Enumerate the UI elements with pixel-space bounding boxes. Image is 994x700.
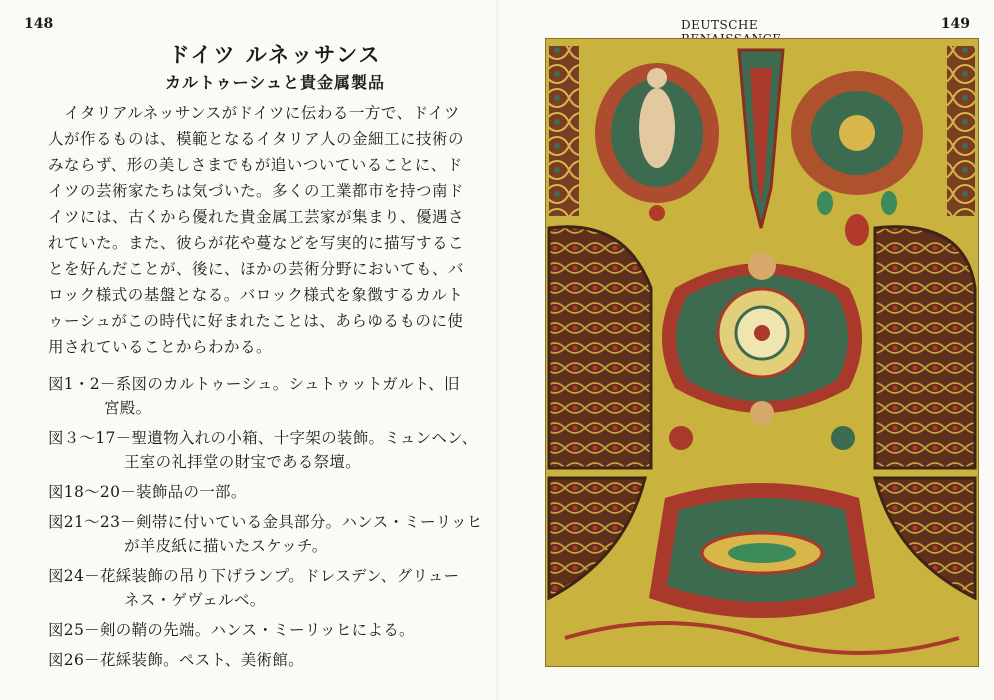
arch-panel-ornament [875,227,975,468]
caption-item [48,648,488,672]
caption-line: 図21～23－剣帯に付いている金具部分。ハンス・ミーリッヒ [48,513,483,531]
figure-captions [48,372,488,672]
page-title: ドイツ ルネッサンス [168,43,382,67]
caption-line: 図３～17－聖遺物入れの小箱、十字架の装飾。ミュンヘン、 [48,429,478,447]
caption-continuation: 王室の礼拝堂の財宝である祭壇。 [124,453,362,471]
caption-item [48,372,488,420]
running-head: DEUTSCHE [681,18,759,32]
caption-item [48,480,488,504]
caption-continuation: 宮殿。 [104,399,152,417]
page-subtitle: カルトゥーシュと貴金属製品 [165,73,385,92]
book-spine-shadow [496,0,500,700]
small-medallion-ornament [831,426,855,450]
body-line: イタリアルネッサンスがドイツに伝わる一方で、ドイツ [64,104,460,122]
lower-cartouche [649,483,875,618]
ornament-plate-illustration [545,38,979,667]
caption-continuation: ネス・ゲヴェルベ。 [124,591,266,609]
border-ornament [549,46,579,216]
caption-item [48,618,488,642]
body-line: ゥーシュがこの時代に好まれたことは、あらゆるものに使 [48,312,464,330]
body-line: れていた。また、彼らが花や蔓などを写実的に描写するこ [48,234,465,252]
body-line: イツには、古くから優れた貴金属工芸家が集まり、優遇さ [48,208,465,226]
caption-line: 図1・2－系図のカルトゥーシュ。シュトゥットガルト、旧 [48,375,460,393]
body-text [48,100,480,360]
caption-continuation: が羊皮紙に描いたスケッチ。 [124,537,328,555]
page-number-right: 149 [940,16,970,32]
arch-panel-ornament [549,227,651,468]
body-line: 用されていることからわかる。 [48,338,273,356]
caption-item [48,564,488,612]
caption-line: 図24－花綵装飾の吊り下げランプ。ドレスデン、グリュー [48,567,460,585]
caption-item [48,510,488,558]
caption-line: 図18～20－装飾品の一部。 [48,483,247,501]
page-number-left: 148 [24,16,54,32]
caption-line: 図25－剣の鞘の先端。ハンス・ミーリッヒによる。 [48,621,415,639]
small-medallion-ornament [669,426,693,450]
body-line: とを好んだことが、後に、ほかの芸術分野においても、バ [48,260,465,278]
border-ornament [947,46,975,216]
body-line: ロック様式の基盤となる。バロック様式を象徴するカルト [48,286,464,304]
body-line: 人が作るものは、模範となるイタリア人の金細工に技術の [48,130,465,148]
caption-line: 図26－花綵装飾。ペスト、美術館。 [48,651,304,669]
body-line: イツの芸術家たちは気づいた。多くの工業都市を持つ南ド [48,182,465,200]
caption-item [48,426,488,474]
body-line: みならず、形の美しさまでもが追いついていることに、ド [48,156,463,174]
